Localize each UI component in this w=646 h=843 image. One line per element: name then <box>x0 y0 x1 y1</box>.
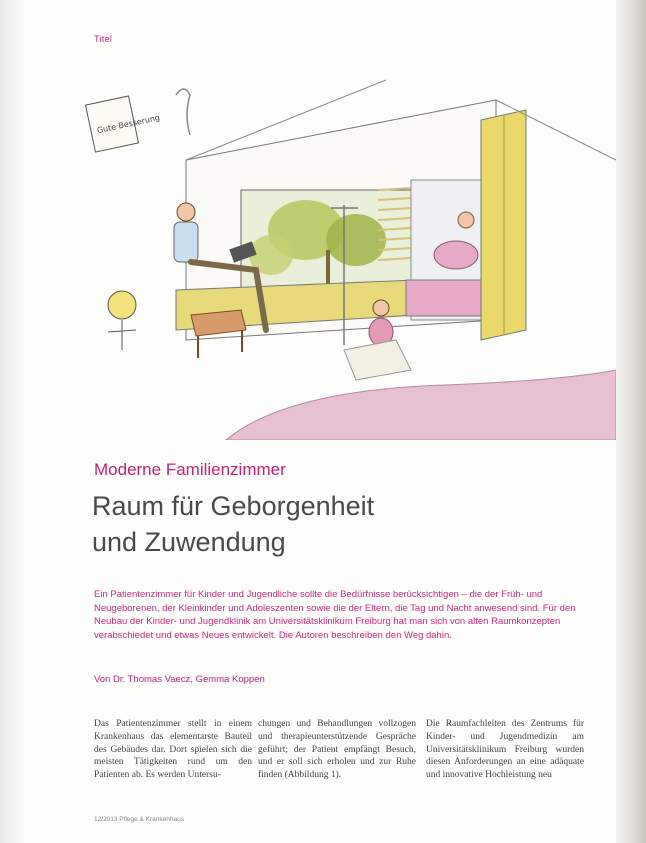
article-headline <box>92 488 552 560</box>
article-kicker: Moderne Familienzimmer <box>94 460 286 479</box>
article-lead: Ein Patientenzimmer für Kinder und Jugendliche sollte die Bedürfnisse berücksichtigen – die der Früh- und Neugeborenen, der Kleinkinder und Adoleszenten sowie die der Eltern, die Tag und Nacht anwesend sind. Für den Neubau der Kinder- und Jugendklinik am Universitätsklinikum Freiburg hat man sich von alten Raumkonzepten verabschiedet und etwas Neues entwickelt. Die Autoren beschreiben den Weg dahin. <box>94 589 576 641</box>
body-column-2: chungen und Behandlungen vollzogen und therapieunterstützende Gespräche geführt; der Patient empfängt Besuch, und er soll sich erholen und zur Ruhe finden (Abbildung 1). <box>258 719 416 781</box>
drawing-sign: Gute Besserung <box>96 113 161 136</box>
article-byline: Von Dr. Thomas Vaecz, Gemma Koppen <box>94 674 265 685</box>
family-room-illustration <box>26 40 616 440</box>
binding-shadow <box>0 0 26 843</box>
body-column-3: Die Raumfachleiten des Zentrums für Kinder- und Jugendmedizin am Universitätsklinikum Freiburg wurden diesen Anforderungen an eine adäquate und innovative Hochleistung neu <box>426 719 584 781</box>
facing-page-edge <box>616 0 646 843</box>
headline-line-1: Raum für Geborgenheit <box>92 491 375 521</box>
page-footer: 12/2013 Pflege & Krankenhaus <box>94 816 184 823</box>
section-label: Titel <box>94 34 113 44</box>
headline-line-2: und Zuwendung <box>92 527 286 557</box>
body-column-1: Das Patientenzimmer stellt in einem Krankenhaus das elementarste Bauteil des Gebäudes dar. Dort spielen sich die meisten Tätigkeiten rund um den Patienten ab. Es werden Untersu- <box>94 719 252 781</box>
